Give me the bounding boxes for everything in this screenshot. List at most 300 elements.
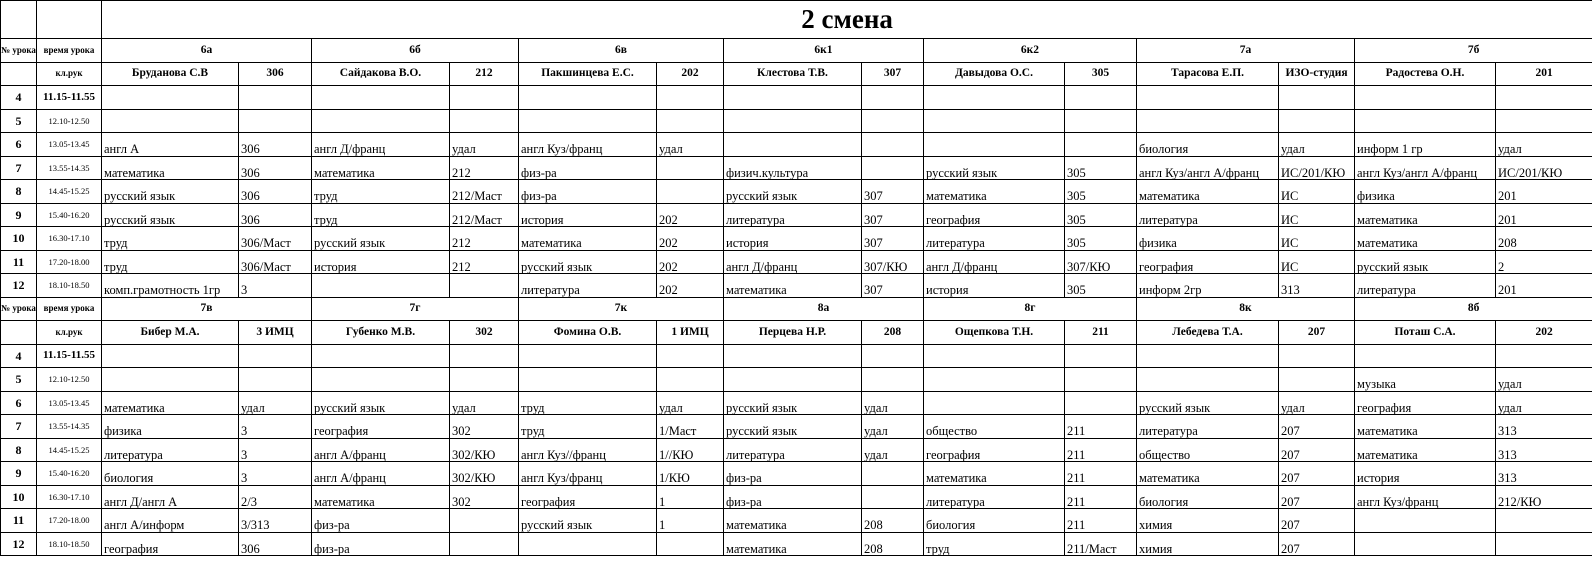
room-cell: 305 [1065, 180, 1137, 204]
subject-cell [724, 133, 862, 157]
room-cell: 207 [1279, 509, 1355, 533]
subject-cell: англ Д/франц [724, 250, 862, 274]
room-cell [862, 462, 924, 486]
room-cell: ИС [1279, 180, 1355, 204]
lesson-number: 10 [1, 227, 37, 251]
class-teacher: Перцева Н.Р. [724, 321, 862, 345]
subject-cell [102, 86, 239, 110]
subject-cell: русский язык [312, 391, 450, 415]
lesson-number: 11 [1, 250, 37, 274]
subject-cell: биология [924, 509, 1065, 533]
class-name: 6а [102, 39, 312, 63]
class-name: 6к1 [724, 39, 924, 63]
room-cell [450, 109, 519, 133]
subject-cell [924, 133, 1065, 157]
lesson-time-header: время урока [37, 297, 102, 321]
room-cell [862, 344, 924, 368]
lesson-row [1, 438, 1592, 462]
room-cell: 212/Маст [450, 180, 519, 204]
subject-cell [1137, 86, 1279, 110]
subject-cell: труд [519, 391, 657, 415]
class-room: 202 [657, 62, 724, 86]
class-name: 6в [519, 39, 724, 63]
class-teacher: Ощепкова Т.Н. [924, 321, 1065, 345]
subject-cell: математика [1137, 462, 1279, 486]
lesson-time: 12.10-12.50 [37, 109, 102, 133]
room-cell: 306 [239, 156, 312, 180]
room-cell [1496, 86, 1592, 110]
room-cell [862, 109, 924, 133]
room-cell: ИС [1279, 250, 1355, 274]
room-cell [450, 344, 519, 368]
subject-cell: физика [1355, 180, 1496, 204]
subject-cell: информ 1 гр [1355, 133, 1496, 157]
room-cell: 212/Маст [450, 203, 519, 227]
subject-cell: история [1355, 462, 1496, 486]
class-teacher: Сайдакова В.О. [312, 62, 450, 86]
class-room: 306 [239, 62, 312, 86]
room-cell: 313 [1496, 415, 1592, 439]
empty-header-cell [1, 321, 37, 345]
room-cell [657, 86, 724, 110]
room-cell: удал [657, 133, 724, 157]
subject-cell: география [924, 438, 1065, 462]
subject-cell [724, 368, 862, 392]
class-teacher: Клестова Т.В. [724, 62, 862, 86]
subject-cell: история [519, 203, 657, 227]
room-cell [1496, 109, 1592, 133]
class-teacher: Пакшинцева Е.С. [519, 62, 657, 86]
subject-cell: англ А/информ [102, 509, 239, 533]
lesson-row [1, 509, 1592, 533]
room-cell [862, 368, 924, 392]
subject-cell: англ Куз//франц [519, 438, 657, 462]
subject-cell [924, 109, 1065, 133]
class-room: 307 [862, 62, 924, 86]
subject-cell: химия [1137, 509, 1279, 533]
title-row [1, 1, 1592, 39]
room-cell: 207 [1279, 485, 1355, 509]
subject-cell: физ-ра [519, 180, 657, 204]
room-cell [1496, 509, 1592, 533]
room-cell: 307 [862, 227, 924, 251]
room-cell: 211 [1065, 415, 1137, 439]
class-teacher: Бруданова С.В [102, 62, 239, 86]
subject-cell: математика [1137, 180, 1279, 204]
lesson-time: 15.40-16.20 [37, 462, 102, 486]
class-name: 8г [924, 297, 1137, 321]
room-cell [450, 509, 519, 533]
room-cell [1279, 368, 1355, 392]
room-cell: 3/313 [239, 509, 312, 533]
subject-cell: англ Куз/франц [519, 462, 657, 486]
room-cell: 202 [657, 250, 724, 274]
room-cell: 202 [657, 203, 724, 227]
room-cell [1065, 391, 1137, 415]
lesson-row [1, 156, 1592, 180]
subject-cell [1137, 368, 1279, 392]
room-cell: 307/КЮ [862, 250, 924, 274]
subject-cell: англ Д/франц [924, 250, 1065, 274]
room-cell [1065, 368, 1137, 392]
subject-cell: физ-ра [724, 485, 862, 509]
room-cell: 3 [239, 415, 312, 439]
teacher-header-row [1, 62, 1592, 86]
class-name: 7к [519, 297, 724, 321]
subject-cell [312, 109, 450, 133]
lesson-time: 13.55-14.35 [37, 156, 102, 180]
subject-cell: география [1137, 250, 1279, 274]
room-cell: 307 [862, 203, 924, 227]
room-cell: 211 [1065, 509, 1137, 533]
teacher-header-row [1, 321, 1592, 345]
room-cell: 212 [450, 227, 519, 251]
empty-header-cell [1, 62, 37, 86]
class-teacher: Лебедева Т.А. [1137, 321, 1279, 345]
subject-cell: русский язык [724, 180, 862, 204]
room-cell: 212 [450, 250, 519, 274]
room-cell: ИС/201/КЮ [1279, 156, 1355, 180]
class-name: 8к [1137, 297, 1355, 321]
subject-cell: математика [312, 485, 450, 509]
subject-cell: труд [924, 532, 1065, 556]
lesson-row [1, 344, 1592, 368]
subject-cell: литература [1355, 274, 1496, 298]
subject-cell: литература [519, 274, 657, 298]
room-cell: удал [1496, 368, 1592, 392]
room-cell [1496, 344, 1592, 368]
lesson-number: 9 [1, 462, 37, 486]
lesson-time: 13.05-13.45 [37, 133, 102, 157]
room-cell: удал [1496, 133, 1592, 157]
subject-cell [519, 368, 657, 392]
class-name: 8б [1355, 297, 1592, 321]
room-cell [1065, 344, 1137, 368]
subject-cell [924, 86, 1065, 110]
room-cell: 305 [1065, 227, 1137, 251]
room-cell: 302 [450, 415, 519, 439]
room-cell: 211 [1065, 462, 1137, 486]
lesson-number-header: № урока [1, 39, 37, 63]
subject-cell: физика [102, 415, 239, 439]
subject-cell: русский язык [924, 156, 1065, 180]
subject-cell: русский язык [519, 250, 657, 274]
class-room: 212 [450, 62, 519, 86]
subject-cell: труд [102, 250, 239, 274]
title-corner-2 [37, 1, 102, 39]
room-cell: 201 [1496, 274, 1592, 298]
room-cell: 306 [239, 180, 312, 204]
subject-cell [1355, 532, 1496, 556]
room-cell: 207 [1279, 438, 1355, 462]
lesson-number: 11 [1, 509, 37, 533]
subject-cell: география [312, 415, 450, 439]
class-room: 302 [450, 321, 519, 345]
lesson-time: 15.40-16.20 [37, 203, 102, 227]
subject-cell: литература [724, 438, 862, 462]
room-cell [239, 344, 312, 368]
subject-cell: физика [1137, 227, 1279, 251]
room-cell: удал [450, 391, 519, 415]
room-cell [862, 156, 924, 180]
room-cell: 306 [239, 133, 312, 157]
room-cell: 201 [1496, 203, 1592, 227]
subject-cell: математика [1355, 438, 1496, 462]
lesson-number: 10 [1, 485, 37, 509]
room-cell: 313 [1496, 462, 1592, 486]
room-cell: 3 [239, 438, 312, 462]
subject-cell: общество [924, 415, 1065, 439]
subject-cell: русский язык [724, 391, 862, 415]
room-cell: 313 [1496, 438, 1592, 462]
class-header-row [1, 39, 1592, 63]
room-cell: удал [862, 438, 924, 462]
room-cell: 302/КЮ [450, 438, 519, 462]
subject-cell [312, 344, 450, 368]
subject-cell: англ А/франц [312, 462, 450, 486]
room-cell [239, 109, 312, 133]
room-cell: 201 [1496, 180, 1592, 204]
lesson-time: 14.45-15.25 [37, 180, 102, 204]
room-cell: 307 [862, 180, 924, 204]
room-cell [657, 344, 724, 368]
lesson-row [1, 180, 1592, 204]
lesson-row [1, 391, 1592, 415]
subject-cell: труд [312, 203, 450, 227]
subject-cell: литература [924, 227, 1065, 251]
room-cell [1065, 109, 1137, 133]
room-cell: 1 [657, 485, 724, 509]
subject-cell: математика [1355, 415, 1496, 439]
room-cell [450, 86, 519, 110]
room-cell: 1/КЮ [657, 462, 724, 486]
subject-cell: русский язык [102, 180, 239, 204]
room-cell: 306/Маст [239, 227, 312, 251]
lesson-row [1, 86, 1592, 110]
lesson-number: 4 [1, 344, 37, 368]
lesson-number: 12 [1, 532, 37, 556]
room-cell [657, 532, 724, 556]
class-room: 305 [1065, 62, 1137, 86]
room-cell [657, 180, 724, 204]
lesson-time: 16.30-17.10 [37, 227, 102, 251]
class-teacher: Тарасова Е.П. [1137, 62, 1279, 86]
subject-cell: математика [102, 156, 239, 180]
subject-cell [724, 344, 862, 368]
subject-cell: труд [102, 227, 239, 251]
subject-cell [724, 86, 862, 110]
room-cell [1065, 133, 1137, 157]
subject-cell: русский язык [1355, 250, 1496, 274]
subject-cell: англ Куз/франц [1355, 485, 1496, 509]
subject-cell: труд [312, 180, 450, 204]
room-cell [657, 109, 724, 133]
subject-cell: русский язык [724, 415, 862, 439]
room-cell [1279, 109, 1355, 133]
class-header-row [1, 297, 1592, 321]
subject-cell: англ Куз/англ А/франц [1355, 156, 1496, 180]
room-cell [239, 368, 312, 392]
subject-cell [519, 109, 657, 133]
room-cell: 211/Маст [1065, 532, 1137, 556]
room-cell: 306 [239, 203, 312, 227]
room-cell [1065, 86, 1137, 110]
subject-cell: математика [924, 462, 1065, 486]
lesson-row [1, 227, 1592, 251]
subject-cell: англ Куз/англ А/франц [1137, 156, 1279, 180]
subject-cell: география [924, 203, 1065, 227]
subject-cell: англ А/франц [312, 438, 450, 462]
subject-cell [312, 368, 450, 392]
class-teacher: Поташ С.А. [1355, 321, 1496, 345]
subject-cell: математика [724, 274, 862, 298]
room-cell: 207 [1279, 462, 1355, 486]
lesson-number: 4 [1, 86, 37, 110]
room-cell: 305 [1065, 156, 1137, 180]
class-name: 7б [1355, 39, 1592, 63]
lesson-time: 17.20-18.00 [37, 250, 102, 274]
subject-cell: математика [924, 180, 1065, 204]
subject-cell [519, 344, 657, 368]
lesson-time: 16.30-17.10 [37, 485, 102, 509]
room-cell [1279, 86, 1355, 110]
subject-cell [1355, 509, 1496, 533]
subject-cell: русский язык [102, 203, 239, 227]
subject-cell [519, 86, 657, 110]
lesson-number: 8 [1, 180, 37, 204]
lesson-row [1, 133, 1592, 157]
subject-cell: литература [1137, 415, 1279, 439]
lesson-row [1, 368, 1592, 392]
class-room: 207 [1279, 321, 1355, 345]
class-name: 6к2 [924, 39, 1137, 63]
subject-cell: математика [519, 227, 657, 251]
room-cell: ИС [1279, 227, 1355, 251]
room-cell: 211 [1065, 485, 1137, 509]
lesson-time: 11.15-11.55 [37, 86, 102, 110]
lesson-number: 5 [1, 109, 37, 133]
room-cell: 208 [1496, 227, 1592, 251]
room-cell [239, 86, 312, 110]
subject-cell [312, 86, 450, 110]
room-cell: 3 [239, 274, 312, 298]
class-teacher: Губенко М.В. [312, 321, 450, 345]
subject-cell: химия [1137, 532, 1279, 556]
subject-cell: история [312, 250, 450, 274]
room-cell: 302/КЮ [450, 462, 519, 486]
room-cell: 305 [1065, 203, 1137, 227]
room-cell: удал [239, 391, 312, 415]
class-teacher: Фомина О.В. [519, 321, 657, 345]
room-cell: 3 [239, 462, 312, 486]
class-teacher: Бибер М.А. [102, 321, 239, 345]
room-cell: 307 [862, 274, 924, 298]
subject-cell: литература [1137, 203, 1279, 227]
room-cell [657, 368, 724, 392]
class-teacher: Давыдова О.С. [924, 62, 1065, 86]
subject-cell [924, 368, 1065, 392]
lesson-number: 7 [1, 156, 37, 180]
room-cell: 1 [657, 509, 724, 533]
subject-cell [102, 109, 239, 133]
subject-cell: информ 2гр [1137, 274, 1279, 298]
room-cell: 306 [239, 532, 312, 556]
room-cell: 313 [1279, 274, 1355, 298]
lesson-row [1, 415, 1592, 439]
lesson-time: 18.10-18.50 [37, 532, 102, 556]
subject-cell [519, 532, 657, 556]
lesson-time: 13.05-13.45 [37, 391, 102, 415]
class-name: 8а [724, 297, 924, 321]
room-cell: ИС [1279, 203, 1355, 227]
class-room: 208 [862, 321, 924, 345]
page-title: 2 смена [102, 1, 1592, 39]
lesson-time-header: время урока [37, 39, 102, 63]
lesson-row [1, 203, 1592, 227]
subject-cell: физ-ра [724, 462, 862, 486]
subject-cell: биология [102, 462, 239, 486]
room-cell: удал [862, 415, 924, 439]
subject-cell [1355, 344, 1496, 368]
title-corner-1 [1, 1, 37, 39]
room-cell: 302 [450, 485, 519, 509]
subject-cell: физ-ра [519, 156, 657, 180]
subject-cell: география [1355, 391, 1496, 415]
subject-cell: литература [102, 438, 239, 462]
room-cell: удал [450, 133, 519, 157]
lesson-time: 13.55-14.35 [37, 415, 102, 439]
room-cell: 207 [1279, 532, 1355, 556]
room-cell: 1/Маст [657, 415, 724, 439]
lesson-row [1, 532, 1592, 556]
subject-cell: русский язык [1137, 391, 1279, 415]
subject-cell: история [924, 274, 1065, 298]
lesson-time: 17.20-18.00 [37, 509, 102, 533]
room-cell: 307/КЮ [1065, 250, 1137, 274]
room-cell [862, 86, 924, 110]
class-teacher-header: кл.рук [37, 62, 102, 86]
subject-cell: география [102, 532, 239, 556]
subject-cell: математика [724, 532, 862, 556]
room-cell: ИС/201/КЮ [1496, 156, 1592, 180]
class-room: 211 [1065, 321, 1137, 345]
class-teacher-header: кл.рук [37, 321, 102, 345]
subject-cell: общество [1137, 438, 1279, 462]
lesson-row [1, 250, 1592, 274]
class-name: 7в [102, 297, 312, 321]
class-name: 6б [312, 39, 519, 63]
room-cell: 306/Маст [239, 250, 312, 274]
subject-cell: англ А [102, 133, 239, 157]
subject-cell: история [724, 227, 862, 251]
class-name: 7г [312, 297, 519, 321]
subject-cell: русский язык [519, 509, 657, 533]
class-room: 3 ИМЦ [239, 321, 312, 345]
subject-cell: русский язык [312, 227, 450, 251]
lesson-number: 9 [1, 203, 37, 227]
lesson-row [1, 462, 1592, 486]
room-cell: 2/3 [239, 485, 312, 509]
subject-cell: труд [519, 415, 657, 439]
lesson-row [1, 485, 1592, 509]
lesson-time: 18.10-18.50 [37, 274, 102, 298]
subject-cell: математика [1355, 227, 1496, 251]
room-cell: 2 [1496, 250, 1592, 274]
subject-cell [724, 109, 862, 133]
subject-cell [312, 274, 450, 298]
subject-cell: литература [924, 485, 1065, 509]
lesson-row [1, 109, 1592, 133]
